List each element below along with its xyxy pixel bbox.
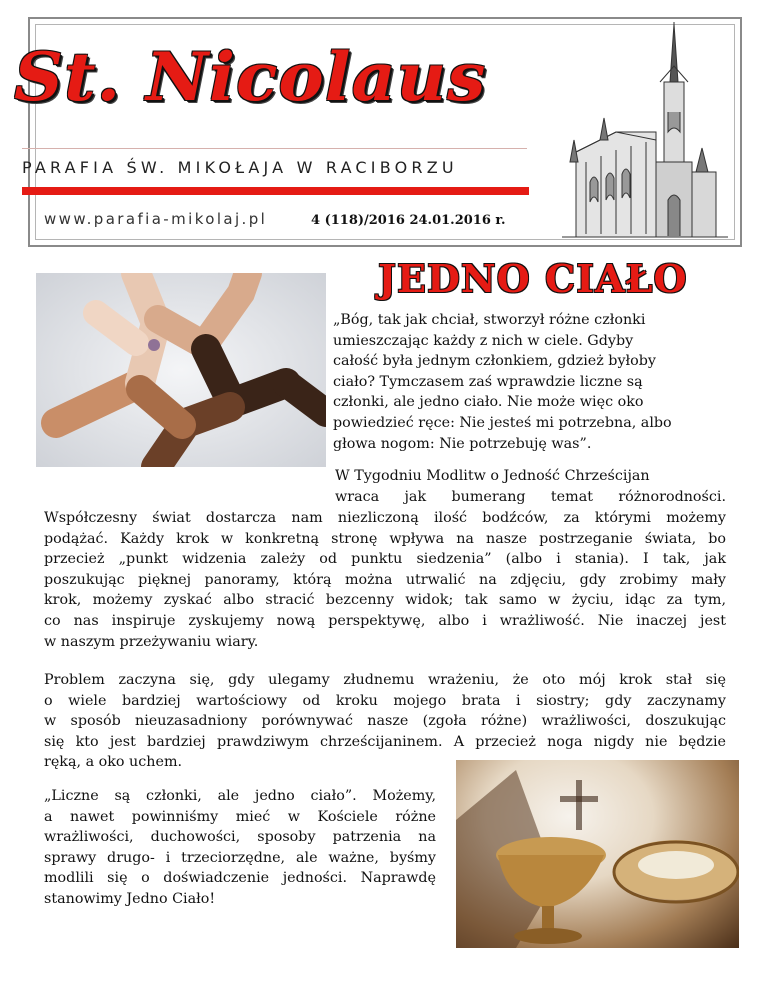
paragraph-4: [44, 786, 436, 910]
paragraph-line: poszukując pięknej panoramy, którą można utrwalić na zdjęciu, gdy zrobimy mały: [44, 571, 726, 588]
paragraph-line: modlili się o doświadczenie jedności. Naprawdę: [44, 870, 436, 887]
newsletter-title: St. Nicolaus: [14, 38, 487, 116]
paragraph-line: wraca jak bumerang temat różnorodności.: [335, 488, 726, 505]
paragraph-2: [44, 508, 726, 652]
issue-number-date: 4 (118)/2016 24.01.2016 r.: [311, 213, 506, 228]
paragraph-line: się kto jest bardziej prawdziwym chrześcijaninem. A przecież noga nigdy nie będzie: [44, 733, 726, 750]
paragraph-line: krok, możemy zyskać albo stracić bezcenny widok; tak samo w życiu, idąc za tym,: [44, 592, 726, 609]
divider-red: [22, 187, 529, 195]
paragraph-2-lead: [335, 466, 726, 507]
opening-quote: [333, 310, 726, 454]
paragraph-line: w sposób nieuzasadniony porównywać nasze (zgoła różne) wrażliwości, doszukując: [44, 713, 726, 730]
paragraph-line: sprawy drugo- i trzeciorzędne, ale ważne, byśmy: [44, 849, 436, 866]
quote-line: umieszczając każdy z nich w ciele. Gdyby: [333, 332, 634, 349]
paragraph-line: ręką, a oko uchem.: [44, 754, 183, 771]
quote-line: ciało? Tymczasem zaś wprawdzie liczne są: [333, 373, 643, 390]
paragraph-line: Współczesny świat dostarcza nam niezliczoną ilość bodźców, za którymi możemy: [44, 510, 726, 526]
parish-name: PARAFIA ŚW. MIKOŁAJA W RACIBORZU: [22, 158, 458, 177]
divider-thin: [22, 148, 527, 149]
linked-hands-image: [36, 273, 326, 467]
paragraph-line: przecież „punkt widzenia zależy od punktu siedzenia” (albo i stania). I tak, jak: [44, 551, 726, 568]
paragraph-line: a nawet powinniśmy mieć w Kościele różne: [44, 808, 436, 825]
paragraph-line: podążać. Każdy krok w konkretną stronę wpływa na nasze postrzeganie świata, bo: [44, 530, 726, 547]
chalice-image: [456, 760, 739, 948]
paragraph-line: w naszym przeżywaniu wiary.: [44, 633, 259, 650]
paragraph-line: W Tygodniu Modlitw o Jedność Chrześcijan: [335, 468, 650, 484]
paragraph-line: Problem zaczyna się, gdy ulegamy złudnemu wrażeniu, że oto mój krok stał się: [44, 672, 726, 688]
chalice-photo: [456, 760, 739, 948]
paragraph-3: [44, 670, 726, 773]
quote-line: całość była jednym członkiem, gdzież byłoby: [333, 353, 657, 370]
quote-line: „Bóg, tak jak chciał, stworzył różne członki: [333, 312, 646, 328]
paragraph-line: wrażliwości, duchowości, sposoby patrzenia na: [44, 829, 436, 846]
paragraph-line: „Liczne są członki, ale jedno ciało”. Możemy,: [44, 788, 436, 804]
paragraph-line: stanowimy Jedno Ciało!: [44, 890, 216, 907]
paragraph-line: o wiele bardziej wartościowy od kroku mojego brata i siostry; gdy zaczynamy: [44, 692, 726, 709]
article-title: JEDNO CIAŁO: [378, 256, 688, 301]
linked-hands-photo: [36, 273, 326, 467]
quote-line: głowa nogom: Nie potrzebuję was”.: [333, 435, 592, 452]
quote-line: powiedzieć ręce: Nie jesteś mi potrzebna, albo: [333, 414, 672, 431]
paragraph-line: co nas inspiruje zyskujemy nową perspektywę, albo i wrażliwość. Nie inaczej jest: [44, 612, 726, 629]
church-illustration: [556, 22, 732, 240]
quote-line: członki, ale jedno ciało. Nie może więc oko: [333, 394, 644, 411]
website-link[interactable]: www.parafia-mikolaj.pl: [44, 210, 268, 228]
